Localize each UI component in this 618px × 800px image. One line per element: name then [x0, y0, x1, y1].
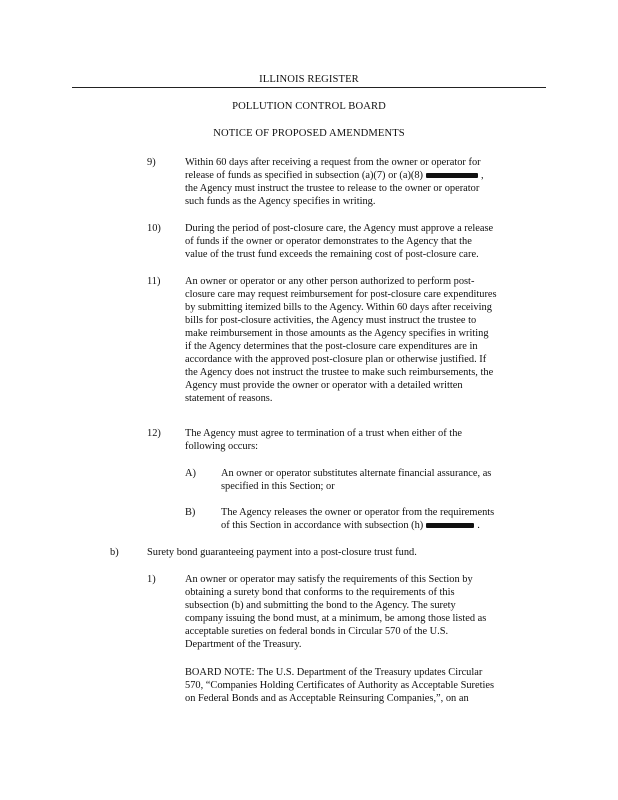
item-letter-b: B)	[185, 507, 196, 518]
board-note	[185, 666, 540, 705]
header-rule	[72, 87, 546, 88]
paragraph-text: ,	[481, 170, 484, 181]
notice-title: NOTICE OF PROPOSED AMENDMENTS	[213, 128, 405, 139]
paragraph-line	[221, 519, 541, 532]
paragraph-line: closure care may request reimbursement for post-closure care expenditures	[185, 289, 497, 300]
paragraph-b-lower	[147, 546, 541, 559]
paragraph-line: of funds if the owner or operator demonstrates to the Agency that the	[185, 236, 472, 247]
paragraph-10	[185, 222, 540, 261]
paragraph-12	[185, 427, 540, 453]
paragraph-line: company issuing the bond must, at a minimum, be among those listed as	[185, 613, 487, 624]
paragraph-line: 570, “Companies Holding Certificates of Authority as Acceptable Sureties	[185, 680, 495, 691]
paragraph-line: following occurs:	[185, 441, 259, 452]
paragraph-line: statement of reasons.	[185, 393, 273, 404]
paragraph-text: .	[477, 520, 480, 531]
item-number-12: 12)	[147, 428, 161, 439]
paragraph-line: by submitting itemized bills to the Agency. Within 60 days after receiving	[185, 302, 492, 313]
paragraph-line: value of the trust fund exceeds the remaining cost of post-closure care.	[185, 249, 479, 260]
item-number-11: 11)	[147, 276, 161, 287]
paragraph-11	[185, 275, 540, 405]
item-number-10: 10)	[147, 223, 161, 234]
paragraph-line: Department of the Treasury.	[185, 639, 302, 650]
paragraph-line	[185, 169, 540, 182]
paragraph-line: if the Agency determines that the post-closure care expenditures are in	[185, 341, 478, 352]
paragraph-line: Agency must provide the owner or operator with a detailed written	[185, 380, 463, 391]
paragraph-1	[185, 573, 540, 651]
paragraph-line: obtaining a surety bond that conforms to the requirements of this	[185, 587, 455, 598]
paragraph-line: the Agency does not instruct the trustee to make such reimbursements, the	[185, 367, 494, 378]
item-letter-b-lower: b)	[110, 547, 119, 558]
paragraph-line: specified in this Section; or	[221, 481, 335, 492]
item-number-1: 1)	[147, 574, 156, 585]
paragraph-line: During the period of post-closure care, the Agency must approve a release	[185, 223, 494, 234]
redaction-mark	[426, 173, 478, 178]
paragraph-line: BOARD NOTE: The U.S. Department of the Treasury updates Circular	[185, 667, 483, 678]
redaction-mark	[426, 523, 474, 528]
item-letter-a: A)	[185, 468, 196, 479]
paragraph-line: bills for post-closure activities, the Agency must instruct the trustee to	[185, 315, 477, 326]
paragraph-line: make reimbursement in those amounts as the Agency specifies in writing	[185, 328, 489, 339]
paragraph-text: of this Section in accordance with subsection (h)	[221, 520, 424, 531]
paragraph-9	[185, 156, 540, 208]
paragraph-b-upper	[221, 506, 541, 532]
paragraph-line: An owner or operator or any other person authorized to perform post-	[185, 276, 475, 287]
paragraph-line: acceptable sureties on federal bonds in Circular 570 of the U.S.	[185, 626, 449, 637]
item-number-9: 9)	[147, 157, 156, 168]
paragraph-line: the Agency must instruct the trustee to release to the owner or operator	[185, 183, 480, 194]
paragraph-line: Surety bond guaranteeing payment into a post-closure trust fund.	[147, 547, 417, 558]
paragraph-line: An owner or operator may satisfy the requirements of this Section by	[185, 574, 473, 585]
paragraph-line: The Agency releases the owner or operator from the requirements	[221, 507, 495, 518]
paragraph-line: such funds as the Agency specifies in writing.	[185, 196, 376, 207]
paragraph-line: subsection (b) and submitting the bond to the Agency. The surety	[185, 600, 456, 611]
register-title: ILLINOIS REGISTER	[259, 74, 359, 85]
paragraph-line: on Federal Bonds and as Acceptable Reinsuring Companies,”, on an	[185, 693, 469, 704]
paragraph-a	[221, 467, 541, 493]
paragraph-line: accordance with the approved post-closure plan or otherwise justified. If	[185, 354, 487, 365]
paragraph-line: Within 60 days after receiving a request from the owner or operator for	[185, 157, 481, 168]
paragraph-line: The Agency must agree to termination of a trust when either of the	[185, 428, 462, 439]
board-title: POLLUTION CONTROL BOARD	[232, 101, 386, 112]
paragraph-text: release of funds as specified in subsection (a)(7) or (a)(8)	[185, 170, 424, 181]
paragraph-line: An owner or operator substitutes alternate financial assurance, as	[221, 468, 492, 479]
